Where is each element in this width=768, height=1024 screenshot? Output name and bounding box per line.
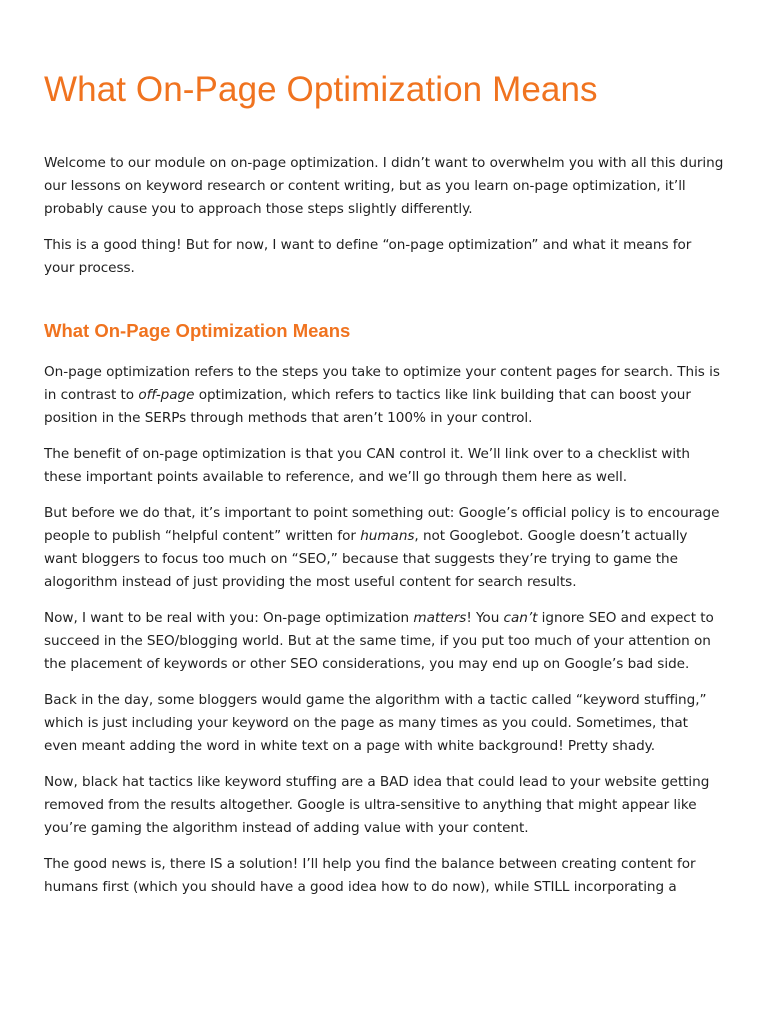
text-span: ! You xyxy=(466,610,504,626)
section-paragraph-4 xyxy=(44,607,724,676)
emphasis-cant: can’t xyxy=(503,610,538,626)
section-paragraph-2: The benefit of on-page optimization is that you CAN control it. We’ll link over to a checklist with these important points available to reference, and we’ll go through them here as well. xyxy=(44,446,690,485)
intro-paragraph-2: This is a good thing! But for now, I want to define “on-page optimization” and what it means for your process. xyxy=(44,237,692,276)
section-paragraph-3 xyxy=(44,502,724,594)
text-span: On-page optimization refers to the steps you take to optimize your content pages for search. This is in contrast to xyxy=(44,364,720,403)
emphasis-off-page: off-page xyxy=(138,387,195,403)
text-span: , not Googlebot. Google doesn’t actually want bloggers to focus too much on “SEO,” because that suggests they’re trying to game the alogorithm instead of just providing the most useful content for search results. xyxy=(44,528,688,590)
section-paragraph-6: Now, black hat tactics like keyword stuffing are a BAD idea that could lead to your website getting removed from the results altogether. Google is ultra-sensitive to anything that might appear like you’re gaming the algorithm instead of adding value with your content. xyxy=(44,774,710,836)
section-paragraph-5: Back in the day, some bloggers would game the algorithm with a tactic called “keyword stuffing,” which is just including your keyword on the page as many times as you could. Sometimes, that even meant adding the word in white text on a page with white background! Pretty shady. xyxy=(44,692,707,754)
emphasis-humans: humans xyxy=(360,528,415,544)
text-span: But before we do that, it’s important to point something out: Google’s official policy is to encourage people to publish “helpful content” written for xyxy=(44,505,720,544)
page-title: What On-Page Optimization Means xyxy=(44,70,598,109)
text-span: Now, I want to be real with you: On-page optimization xyxy=(44,610,414,626)
text-span: ignore SEO and expect to succeed in the SEO/blogging world. But at the same time, if you put too much of your attention on the placement of keywords or other SEO considerations, you may end up on Google’s bad side. xyxy=(44,610,714,672)
section-paragraph-7: The good news is, there IS a solution! I’ll help you find the balance between creating content for humans first (which you should have a good idea how to do now), while STILL incorporating a xyxy=(44,856,696,895)
emphasis-matters: matters xyxy=(413,610,467,626)
section-heading: What On-Page Optimization Means xyxy=(44,320,351,341)
intro-paragraph-1: Welcome to our module on on-page optimization. I didn’t want to overwhelm you with all this during our lessons on keyword research or content writing, but as you learn on-page optimization, it’ll probably cause you to approach those steps slightly differently. xyxy=(44,155,724,217)
section-paragraph-1 xyxy=(44,361,724,430)
text-span: optimization, which refers to tactics like link building that can boost your position in the SERPs through methods that aren’t 100% in your control. xyxy=(44,387,691,426)
